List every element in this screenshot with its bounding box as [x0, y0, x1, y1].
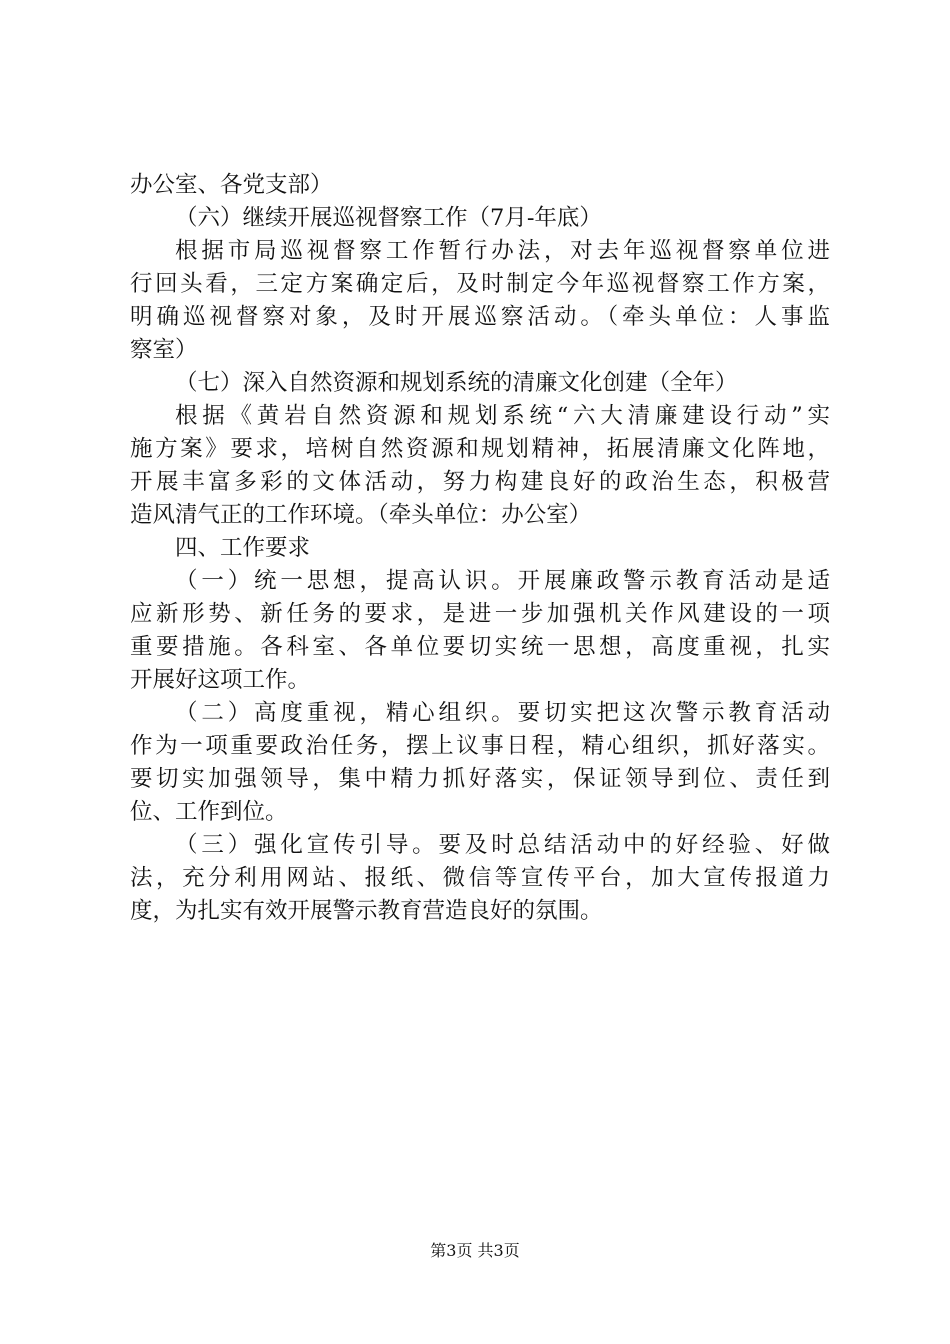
text-line: 度，为扎实有效开展警示教育营造良好的氛围。 [130, 898, 603, 924]
text-line: 办公室、各党支部） [130, 172, 333, 198]
text-line: 根据《黄岩自然资源和规划系统“六大清廉建设行动”实 [175, 403, 830, 429]
text-line: 作为一项重要政治任务，摆上议事日程，精心组织，抓好落实。 [130, 733, 830, 759]
text-line: 察室） [130, 337, 198, 363]
text-line: 开展好这项工作。 [130, 667, 311, 693]
text-line: 位、工作到位。 [130, 799, 288, 825]
section-heading-6: （六）继续开展巡视督察工作（7月-年底） [175, 205, 602, 231]
text-line: 行回头看，三定方案确定后，及时制定今年巡视督察工作方案， [130, 271, 830, 297]
text-line: 要切实加强领导，集中精力抓好落实，保证领导到位、责任到 [130, 766, 830, 792]
text-line: 根据市局巡视督察工作暂行办法，对去年巡视督察单位进 [175, 238, 830, 264]
section-heading-7: （七）深入自然资源和规划系统的清廉文化创建（全年） [175, 370, 738, 396]
text-line: 明确巡视督察对象，及时开展巡察活动。（牵头单位：人事监 [130, 304, 830, 330]
text-line: （三）强化宣传引导。要及时总结活动中的好经验、好做 [175, 832, 830, 858]
section-heading-4: 四、工作要求 [175, 535, 311, 561]
text-line: 造风清气正的工作环境。（牵头单位：办公室） [130, 502, 592, 528]
text-line: 法，充分利用网站、报纸、微信等宣传平台，加大宣传报道力 [130, 865, 830, 891]
text-line: （一）统一思想，提高认识。开展廉政警示教育活动是适 [175, 568, 830, 594]
text-line: 重要措施。各科室、各单位要切实统一思想，高度重视，扎实 [130, 634, 830, 660]
text-line: 施方案》要求，培树自然资源和规划精神，拓展清廉文化阵地， [130, 436, 830, 462]
page-number-footer: 第3页 共3页 [430, 1241, 520, 1260]
text-line: 开展丰富多彩的文体活动，努力构建良好的政治生态，积极营 [130, 469, 830, 495]
text-line: （二）高度重视，精心组织。要切实把这次警示教育活动 [175, 700, 830, 726]
text-line: 应新形势、新任务的要求，是进一步加强机关作风建设的一项 [130, 601, 830, 627]
